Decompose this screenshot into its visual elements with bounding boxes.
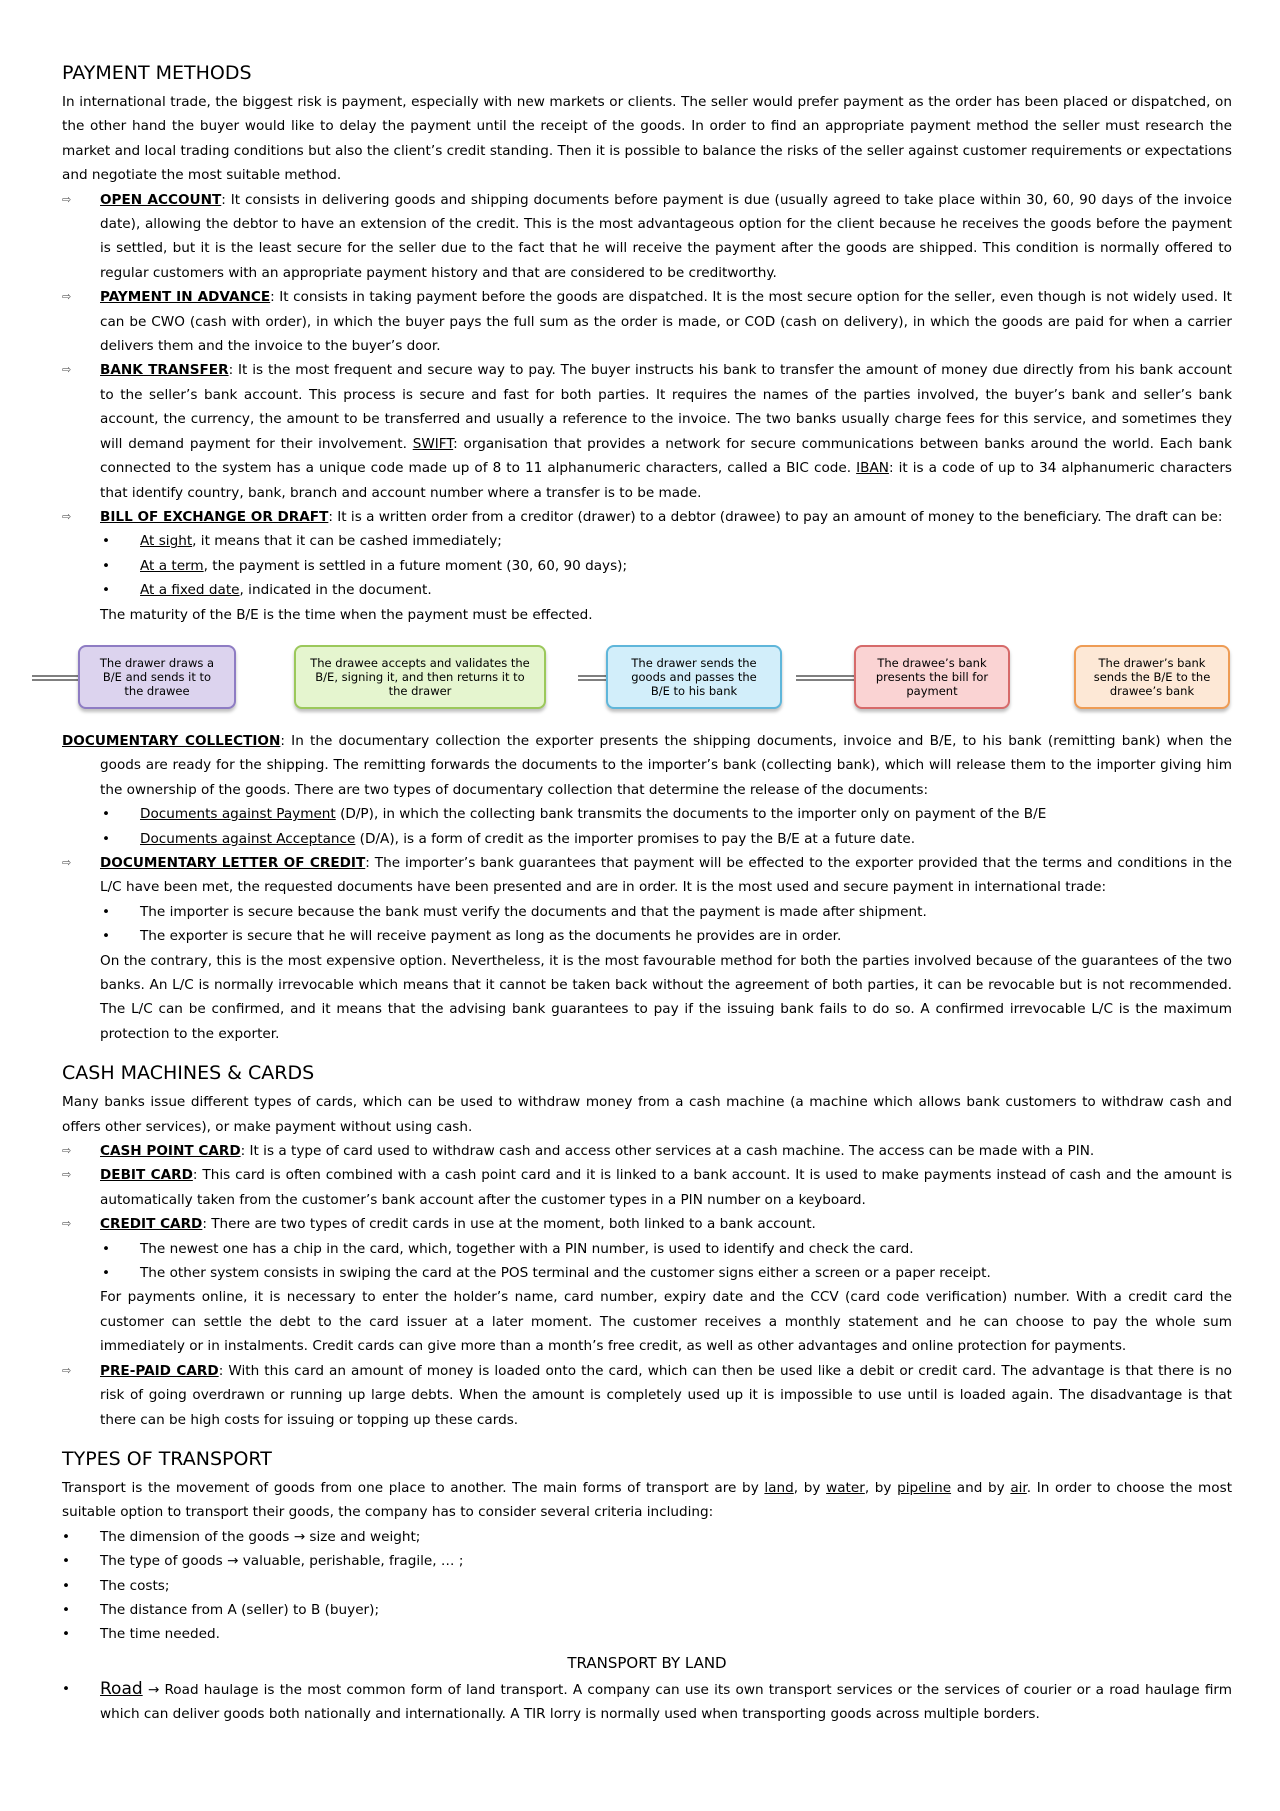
transport-intro-a: Transport is the movement of goods from one place to another. The main forms of transport are by xyxy=(62,1479,765,1496)
item-bill-of-exchange xyxy=(62,505,1232,529)
term-open-account: OPEN ACCOUNT xyxy=(100,191,222,208)
arrow-marker-icon: ⇨ xyxy=(62,363,72,377)
list-item xyxy=(62,900,1232,924)
flow-step-text: The drawee accepts and validates the B/E, signing it, and then returns it to the drawer xyxy=(310,655,530,698)
item-documentary-collection xyxy=(62,729,1232,802)
heading-types-of-transport: TYPES OF TRANSPORT xyxy=(62,1447,272,1470)
item-cash-point-card xyxy=(62,1139,1232,1163)
bullet-icon: • xyxy=(62,1553,71,1570)
bullet-icon: • xyxy=(102,806,111,823)
heading-payment-methods: PAYMENT METHODS xyxy=(62,62,252,84)
arrow-marker-icon: ⇨ xyxy=(62,1144,72,1158)
bullet-icon: • xyxy=(102,1240,111,1257)
term-swift: SWIFT xyxy=(412,435,454,452)
transport-sep: , by xyxy=(864,1479,898,1496)
bullet-icon: • xyxy=(62,1680,71,1697)
list-item xyxy=(62,1237,1232,1261)
bullet-icon: • xyxy=(62,1577,71,1594)
subheading-transport-by-land: TRANSPORT BY LAND xyxy=(567,1653,727,1672)
flow-step-3 xyxy=(606,645,782,709)
text-documentary-collection: : In the documentary collection the exporter presents the shipping documents, invoice and B/E, to his bank (remitting bank) when the goods are ready for the shipping. The remitting forwards the documents to the importer’s bank (collecting bank), which will release them to the importer giving him the ownership of the goods. There are two types of documentary collection that determine the release of the documents: xyxy=(100,732,1233,798)
text-pre-paid-card: : With this card an amount of money is loaded onto the card, which can then be used like a debit or credit card. The advantage is that there is no risk of going overdrawn or running up large debts. When the amount is completely used up it is impossible to use until is loaded again. The disadvantage is that there can be high costs for issuing or topping up these cards. xyxy=(100,1362,1233,1428)
credit-system-text: The other system consists in swiping the card at the POS terminal and the customer signs either a screen or a paper receipt. xyxy=(140,1265,991,1282)
security-point: The importer is secure because the bank must verify the documents and that the payment is made after shipment. xyxy=(140,903,927,920)
collection-type-term: Documents against Payment xyxy=(140,806,336,823)
bullet-icon: • xyxy=(62,1601,71,1618)
text-debit-card: : This card is often combined with a cash point card and it is linked to a bank account. It is used to make payments instead of cash and the amount is automatically taken from the customer’s bank account after the customer types in a PIN number on a keyboard. xyxy=(100,1167,1232,1208)
criterion-text: The dimension of the goods → size and weight; xyxy=(100,1528,421,1545)
transport-intro xyxy=(62,1476,1232,1525)
list-item xyxy=(62,827,1232,851)
collection-type-term: Documents against Acceptance xyxy=(140,830,356,847)
bullet-icon: • xyxy=(102,582,111,599)
term-debit-card: DEBIT CARD xyxy=(100,1167,193,1184)
text-road: → Road haulage is the most common form of land transport. A company can use its own transport services or the services of courier or a road haulage firm which can deliver goods both nationally and internationally. A TIR lorry is normally used when transporting goods across multiple borders. xyxy=(100,1681,1232,1723)
item-open-account xyxy=(62,188,1232,286)
credit-card-closing: For payments online, it is necessary to enter the holder’s name, card number, expiry date and the CCV (card code verification) number. With a credit card the customer can settle the debt to the card issuer at a later moment. The customer receives a monthly statement and he can choose to pay the whole sum immediately or in instalments. Credit cards can give more than a month’s free credit, as well as other advantages and online protection for payments. xyxy=(100,1289,1232,1355)
list-item xyxy=(62,578,1232,602)
arrow-marker-icon: ⇨ xyxy=(62,192,72,206)
mode-pipeline: pipeline xyxy=(897,1479,952,1496)
arrow-marker-icon: ⇨ xyxy=(62,509,72,523)
item-debit-card xyxy=(62,1163,1232,1212)
flow-step-4 xyxy=(854,645,1010,709)
list-item xyxy=(62,1261,1232,1285)
criterion-text: The costs; xyxy=(100,1577,170,1594)
term-payment-in-advance: PAYMENT IN ADVANCE xyxy=(100,289,271,306)
flow-step-5 xyxy=(1074,645,1230,709)
bullet-icon: • xyxy=(102,903,111,920)
bullet-icon: • xyxy=(102,928,111,945)
cards-intro: Many banks issue different types of cards, which can be used to withdraw money from a cash machine (a machine which allows bank customers to withdraw cash and offers other services), or make payment without using cash. xyxy=(62,1094,1232,1135)
list-item xyxy=(62,529,1232,553)
flow-step-1 xyxy=(78,645,236,709)
text-open-account: : It consists in delivering goods and shipping documents before payment is due (usually agreed to take place within 30, 60, 90 days of the invoice date), allowing the debtor to have an extension of the credit. This is the most advantageous option for the client because he receives the goods before the payment is settled, but it is the least secure for the seller due to the fact that he will receive the payment after the goods are shipped. This condition is normally offered to regular customers with an appropriate payment history and that are considered to be creditworthy. xyxy=(100,191,1232,281)
document-page xyxy=(62,58,1232,1727)
list-item xyxy=(62,1622,1232,1646)
mode-land: land xyxy=(764,1479,794,1496)
term-bank-transfer: BANK TRANSFER xyxy=(100,362,229,379)
text-credit-card: : There are two types of credit cards in use at the moment, both linked to a bank account. xyxy=(202,1216,816,1233)
bullet-icon: • xyxy=(62,1626,71,1643)
mode-air: air xyxy=(1010,1479,1027,1496)
flow-step-2 xyxy=(294,645,546,709)
bullet-icon: • xyxy=(62,1528,71,1545)
draft-type-term: At a term xyxy=(140,557,204,574)
item-payment-in-advance xyxy=(62,285,1232,358)
text-bank-transfer-1: : It is the most frequent and secure way to pay. The buyer instructs his bank to transfer the amount of money due directly from his bank account to the seller’s bank account. This process is secure and fast for both parties. It requires the names of the parties involved, the buyer’s bank and seller’s bank account, the currency, the amount to be transferred and usually a reference to the invoice. The two banks usually charge fees for this service, and sometimes they will demand payment for their involvement. xyxy=(100,362,1232,452)
text-cash-point-card: : It is a type of card used to withdraw cash and access other services at a cash machine. The access can be made with a PIN. xyxy=(240,1143,1095,1160)
flow-step-text: The drawer sends the goods and passes the B/E to his bank xyxy=(631,655,757,698)
transport-intro-b: . In order to choose the most suitable option to transport their goods, the company has to consider several criteria including: xyxy=(62,1479,1233,1521)
bullet-icon: • xyxy=(102,557,111,574)
maturity-note: The maturity of the B/E is the time when the payment must be effected. xyxy=(100,606,593,623)
item-credit-card xyxy=(62,1212,1232,1236)
bullet-icon: • xyxy=(102,830,111,847)
collection-type-text: (D/P), in which the collecting bank transmits the documents to the importer only on payment of the B/E xyxy=(335,806,1047,823)
item-road xyxy=(62,1677,1232,1727)
arrow-marker-icon: ⇨ xyxy=(62,855,72,869)
item-pre-paid-card xyxy=(62,1359,1232,1432)
flow-step-text: The drawee’s bank presents the bill for payment xyxy=(875,655,989,698)
list-item xyxy=(62,802,1232,826)
text-bank-transfer-2: : organisation that provides a network for secure communications between banks around the world. Each bank connected to the system has a unique code made up of 8 to 11 alphanumeric characters, called a BIC code. xyxy=(100,435,1232,477)
criterion-text: The time needed. xyxy=(100,1626,220,1643)
criterion-text: The type of goods → valuable, perishable, fragile, … ; xyxy=(100,1553,464,1570)
item-bank-transfer xyxy=(62,358,1232,504)
text-letter-of-credit: : The importer’s bank guarantees that payment will be effected to the exporter provided that the terms and conditions in the L/C have been met, the requested documents have been presented and are in order. It is the most used and secure payment in international trade: xyxy=(100,854,1232,896)
draft-type-term: At a fixed date xyxy=(140,582,240,599)
arrow-marker-icon: ⇨ xyxy=(62,290,72,304)
text-bill-of-exchange: : It is a written order from a creditor (drawer) to a debtor (drawee) to pay an amount of money to the beneficiary. The draft can be: xyxy=(328,508,1223,525)
term-road: Road xyxy=(100,1678,143,1699)
collection-type-text: (D/A), is a form of credit as the importer promises to pay the B/E at a future date. xyxy=(355,830,916,847)
credit-system-text: The newest one has a chip in the card, which, together with a PIN number, is used to identify and check the card. xyxy=(140,1240,914,1257)
list-item xyxy=(62,554,1232,578)
mode-water: water xyxy=(826,1479,865,1496)
security-point: The exporter is secure that he will receive payment as long as the documents he provides are in order. xyxy=(140,928,842,945)
bill-of-exchange-flow-diagram xyxy=(60,633,1234,725)
term-iban: IBAN xyxy=(856,460,889,477)
term-documentary-collection: DOCUMENTARY COLLECTION xyxy=(62,732,281,749)
bullet-icon: • xyxy=(102,1265,111,1282)
flow-step-text: The drawer draws a B/E and sends it to the drawee xyxy=(99,655,215,698)
list-item xyxy=(62,1598,1232,1622)
flow-step-text: The drawer’s bank sends the B/E to the drawee’s bank xyxy=(1093,655,1211,698)
letter-of-credit-closing: On the contrary, this is the most expensive option. Nevertheless, it is the most favourable method for both the parties involved because of the guarantees of the two banks. An L/C is normally irrevocable which means that it cannot be taken back without the agreement of both parties, it can be revocable but is not recommended. The L/C can be confirmed, and it means that the advising bank guarantees to pay if the issuing bank fails to do so. A confirmed irrevocable L/C is the maximum protection to the exporter. xyxy=(100,952,1232,1042)
term-pre-paid-card: PRE-PAID CARD xyxy=(100,1362,219,1379)
term-letter-of-credit: DOCUMENTARY LETTER OF CREDIT xyxy=(100,854,366,871)
bullet-icon: • xyxy=(102,533,111,550)
list-item xyxy=(62,1574,1232,1598)
transport-sep: , by xyxy=(793,1479,827,1496)
draft-type-text: , indicated in the document. xyxy=(239,582,432,599)
draft-type-text: , it means that it can be cashed immediately; xyxy=(192,533,502,550)
draft-type-text: , the payment is settled in a future moment (30, 60, 90 days); xyxy=(203,557,628,574)
heading-cash-machines-cards: CASH MACHINES & CARDS xyxy=(62,1062,315,1085)
term-bill-of-exchange: BILL OF EXCHANGE OR DRAFT xyxy=(100,508,329,525)
term-credit-card: CREDIT CARD xyxy=(100,1216,203,1233)
transport-sep: and by xyxy=(951,1479,1011,1496)
arrow-marker-icon: ⇨ xyxy=(62,1168,72,1182)
item-letter-of-credit xyxy=(62,851,1232,900)
list-item xyxy=(62,924,1232,948)
text-bank-transfer-3: : it is a code of up to 34 alphanumeric characters that identify country, bank, branch and account number where a transfer is to be made. xyxy=(100,460,1232,501)
arrow-marker-icon: ⇨ xyxy=(62,1217,72,1231)
arrow-marker-icon: ⇨ xyxy=(62,1363,72,1377)
term-cash-point-card: CASH POINT CARD xyxy=(100,1143,241,1160)
payment-intro: In international trade, the biggest risk is payment, especially with new markets or clients. The seller would prefer payment as the order has been placed or dispatched, on the other hand the buyer would like to delay the payment until the receipt of the goods. In order to find an appropriate payment method the seller must research the market and local trading conditions but also the client’s credit standing. Then it is possible to balance the risks of the seller against customer requirements or expectations and negotiate the most suitable method. xyxy=(62,94,1232,184)
list-item xyxy=(62,1549,1232,1573)
draft-type-term: At sight xyxy=(140,533,193,550)
criterion-text: The distance from A (seller) to B (buyer); xyxy=(100,1601,380,1618)
list-item xyxy=(62,1525,1232,1549)
text-payment-in-advance: : It consists in taking payment before the goods are dispatched. It is the most secure option for the seller, even though is not widely used. It can be CWO (cash with order), in which the buyer pays the full sum as the order is made, or COD (cash on delivery), in which the goods are paid for when a carrier delivers them and the invoice to the buyer’s door. xyxy=(100,289,1233,355)
